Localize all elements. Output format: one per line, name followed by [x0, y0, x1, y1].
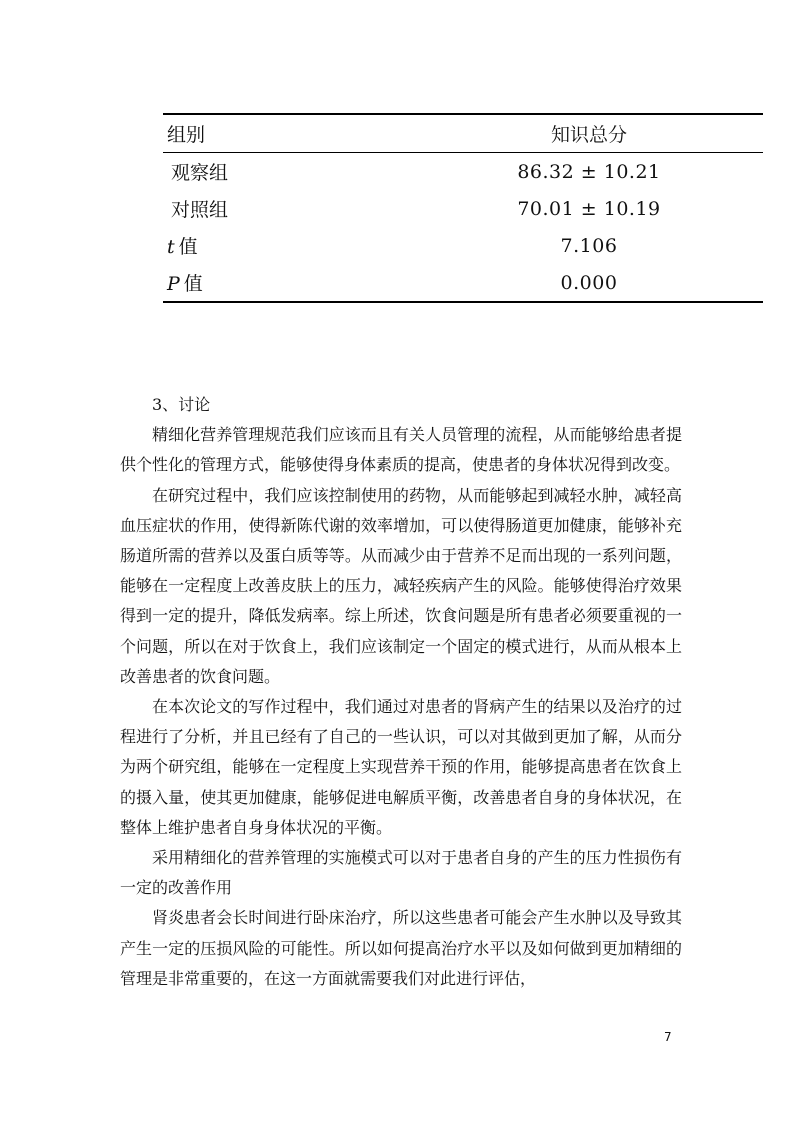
row-label: [163, 264, 501, 302]
row-label: [163, 153, 501, 191]
row-value: 7.106: [560, 234, 618, 257]
row-label-prefix: P: [167, 273, 180, 295]
row-label-text: 值: [178, 236, 198, 258]
row-label-prefix: t: [167, 236, 175, 258]
discussion-section: [120, 390, 682, 994]
column-header-group: 组别: [167, 124, 206, 146]
row-label-text: 值: [183, 273, 203, 295]
row-label: [163, 227, 501, 264]
table-row: [163, 264, 763, 302]
column-header-score: 知识总分: [550, 124, 627, 146]
results-table-container: [163, 113, 763, 303]
paragraph: 在研究过程中，我们应该控制使用的药物，从而能够起到减轻水肿，减轻高血压症状的作用，使得新陈代谢的效率增加，可以使得肠道更加健康，能够补充肠道所需的营养以及蛋白质等等。从而减少由于营养不足而出现的一系列问题，能够在一定程度上改善皮肤上的压力，减轻疾病产生的风险。能够使得治疗效果得到一定的提升，降低发病率。综上所述，饮食问题是所有患者必须要重视的一个问题，所以在对于饮食上，我们应该制定一个固定的模式进行，从而从根本上改善患者的饮食问题。: [120, 485, 682, 686]
row-value: 70.01 ± 10.19: [517, 197, 661, 220]
table-row: [163, 153, 763, 191]
row-label-text: 对照组: [171, 199, 229, 221]
page-number: 7: [664, 1030, 672, 1044]
table-header-row: [163, 114, 763, 153]
paragraph: 精细化营养管理规范我们应该而且有关人员管理的流程，从而能够给患者提供个性化的管理方式，能够使得身体素质的提高，使患者的身体状况得到改变。: [120, 425, 682, 475]
table-row: [163, 227, 763, 264]
paragraph: 采用精细化的营养管理的实施模式可以对于患者自身的产生的压力性损伤有一定的改善作用: [120, 848, 682, 898]
row-label: [163, 190, 501, 227]
row-label-text: 观察组: [171, 162, 229, 184]
table-row: [163, 190, 763, 227]
section-heading: 3、讨论: [152, 395, 211, 414]
paragraph: 在本次论文的写作过程中，我们通过对患者的肾病产生的结果以及治疗的过程进行了分析，并且已经有了自己的一些认识，可以对其做到更加了解，从而分为两个研究组，能够在一定程度上实现营养干预的作用，能够提高患者在饮食上的摄入量，使其更加健康，能够促进电解质平衡，改善患者自身的身体状况，在整体上维护患者自身身体状况的平衡。: [120, 697, 682, 837]
paragraph: 肾炎患者会长时间进行卧床治疗，所以这些患者可能会产生水肿以及导致其产生一定的压损风险的可能性。所以如何提高治疗水平以及如何做到更加精细的管理是非常重要的，在这一方面就需要我们对此进行评估，: [120, 908, 682, 988]
row-value: 0.000: [560, 271, 618, 294]
row-value: 86.32 ± 10.21: [517, 160, 661, 183]
results-table: [163, 113, 763, 303]
